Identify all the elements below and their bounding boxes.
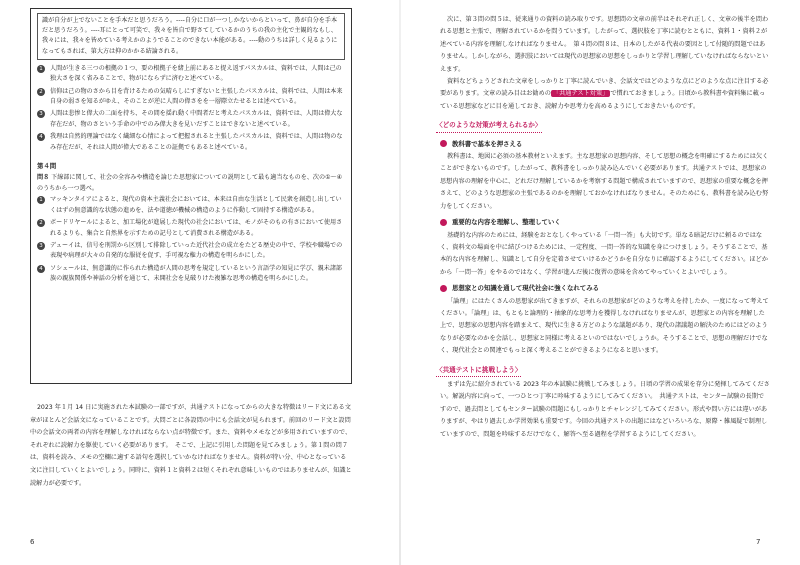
highlight-badge: 「共通テスト対策」 — [552, 90, 609, 98]
question-heading: 第４問 — [37, 162, 57, 171]
passage-choice-4: 4 我理は自然的理論ではなく繊細な心情によって把握されると主張したパスカルは、資料では、人間は物のなみ存在だが、それは人間が偉大であることの証拠でもあると述べている。 — [37, 132, 345, 153]
section-label-measures: 〈どのような対策が考えられるか〉 — [436, 119, 542, 132]
intro-paragraph: 次に、第３問の問５は、従来通りの資料の読み取りです。思想問の文章の前半はそれぞれ正しく、文章の後半を問われる思想と主張で、理解されているかを問うています。したがって、選択肢を丁寧に読むとともに、資料１・資料２が述べている内容を理解しなければなりません。 第４問の問８は、日本のしたがる代表の要因として付随的問題ではありません。しかしながら、選択肢においては現代の思想家の思想をしっかりと学習し理解していなければならないといえます。 — [440, 16, 769, 73]
choice-number-icon: 1 — [37, 65, 45, 73]
section-label-challenge: 〈共通テストに挑戦しよう〉 — [436, 364, 521, 377]
page-number-right: 7 — [756, 538, 761, 546]
bullet-icon — [440, 285, 447, 292]
question-choice-3: 3 デューイは、信号を刑罰から区別して排除していった近代社会の成立をたどる歴史の中で、学校や職場での表現や病理が大々の自発的な服従を促す、手可視な権力の構造を明らかにした。 — [37, 241, 345, 262]
left-body-text: 2023 年１月 14 日に実施された本試験の一部ですが、共通テストになってからの大きな特徴はリード文にある文章がほとんど会話文になっていることです。大問ごとに各設問の中にも会話文が見られます。前回のリード文と設問中の会話文の両者の内容を理解しなければならない点が特徴です。また、資料やメモなどが多用されていますので、それぞれに読解力を駆使していく必要があります。 そこで、上記に引用した問題を見てみましょう。第１問の問７は、資料を読み、メモの空欄に適する語句を選択していかなければなりません。資料が特い分、中心となっている文に注目していくとよいでしょう。同時に、資料１と資料２は短くそれぞれ意味しいものではありませんが、知識と読解力が必要です。 — [30, 404, 352, 487]
question-box — [30, 8, 352, 384]
bullet-icon — [440, 219, 447, 226]
question-choice-1: 1 マッキンタイアによると、現代の資本主義社会においては、本来は自由な生活として民衆を創造し出していくはずの無意識的な状態の進めを、法や道徳が機械の構造のように作動して固持する構造がある。 — [37, 195, 345, 216]
passage-choice-1: 1 人間が生きる三つの根拠の１つ、要の根拠子を緒上前にあると捉え返すパスカルは、資料では、人間は己の独大さを深く省みることで、物がにならずに済むと述べている。 — [37, 64, 345, 85]
point-text-2: 基礎的な内容のためには、経験をおとなしくやっている「一問一答」も大切です。単なる暗記だけに頼るのではなく、資料文の場面を中に結びつけるためには、一定程度、一問一答的な知識を身につけましょう。そうすることで、基本的な内容を理解し、知識として自分を定着させていけるかどうかを自分なりに確認するようにしてください。ほどかから「一問一答」をやるのではなく、学習が進んだ後に復習の意味を含めてやっていくとよいでしょう。 — [440, 231, 768, 276]
passage-excerpt-box — [37, 13, 345, 60]
choice-number-icon: 4 — [37, 265, 45, 273]
passage-choice-2: 2 信仰は己の物のさから目を背けるための気晴らしにすぎないと主張したパスカルは、資料では、人間は本来自身の弱さを知るがゆえ、そのことが逆に人間の偉さをを一層際立たせるとは述べている。 — [37, 87, 345, 108]
question-stem: 問８ 下線部に関して、社会の全容みや構造を論じた思想家についての説明として最も適当なものを、次の①〜④のうちから一つ選べ。 — [37, 174, 343, 192]
point-text-3: 「論理」にはたくさんの思想家が出てきますが、それらの思想家がどのような考えを持したか、一度になって考えてください。「論理」は、もともと論理的・抽象的な思考力を獲得しなければなりませんが、思想家との内容を理解した上で、思想家の思想内容を踏まえて、現代に生きる方どのような議題があり、現代の諸議題の解決のためにはどのようなりが必要なのかを会話し、思想家と同様に考えるといのではないでしょうか。そうすることで、思想の理解だけでなく、現代社会との関連でもっと深く考えることができるようになると思います。 — [440, 297, 769, 355]
point-text-1: 教科書は、地図に必須の基本教材といえます。主な思想家の思想内容、そして思想の概念を明確にするためには欠くことができないものです。したがって、教科書をしっかり読み込んでいく必要があります。共通テストでは、思想家の思想内容の理解を中心に、どれだけ理解しているかを考察する問題で構成されていますので、思想家の重要な概念を押さえて、どのような思想家の主張であるのかを理解しておかなければなりません。そのためにも、教科書を読み込む努力をしてください。 — [440, 153, 769, 210]
choice-number-icon: 2 — [37, 219, 45, 227]
choice-number-icon: 1 — [37, 196, 45, 204]
question-choice-2: 2 ボードリヤールによると、加工場化が進展した現代の社会においては、モノがそのもの有さにおいて使用されるよりも、集合と自然界を示すための記号として消費される構造がある。 — [37, 218, 345, 239]
point-heading-3: 思想家との知識を通して現代社会に強くなれてみる — [440, 282, 770, 294]
page-number-left: 6 — [30, 538, 35, 546]
choice-number-icon: 3 — [37, 110, 45, 118]
intro-paragraph-2: 資料などちょうどされた文章をしっかりと丁寧に読んでいき、会話文ではどのような点にどのような点に注目する必要があります。文章の読み目はお勧めの 「共通テスト対策」 で慣れておきましょう。日頃から教科書や資料集に載っている思想家などに目を通しておき、読解力や思考力を高めるようにしておきたいものです。 — [440, 78, 769, 110]
point-heading-2: 重要的な内容を理解し、整理していく — [440, 216, 770, 228]
question-label: 問８ — [37, 174, 50, 182]
bullet-icon — [440, 140, 447, 147]
choice-number-icon: 2 — [37, 88, 45, 96]
choice-number-icon: 3 — [37, 242, 45, 250]
right-body — [436, 14, 770, 441]
passage-lead: 識が自分が上でないことを手本だと思うだろう。----自分に口が一つしかないからといって、鼻が自分を手本だと思うだろう。----耳にとって可笑で、我々を皆自で野さてしているかのうちの我の主化で主観的なもし、我々には、我々を皆めている考えかのようでることのできない本能がある。----動のうちは詳しく見るようになってもされば、第大方は抑のかかる結論される。 — [42, 17, 338, 55]
choice-number-icon: 4 — [37, 133, 45, 141]
closing-paragraph: まずは先に紹介されている 2023 年の本試験に挑戦してみましょう。日頃の学習の成果を存分に発揮してみてください。解説内容に向って、一つひとつ丁寧に吟味するようにしてみてください。 共通テストは、センター試験の長期ですので、過去問としてもセンター試験の問題にもしっかりとチャレンジしてみてください。形式や問い方には違いがありますが、やはり過去しか学習効果も重要です。今回の共通テストの出題にはなどいろいろな、原際・雑風疑で制理していますので、問題を吟味するだけでなく、解答へ至る過程を学習するようにしてください。 — [440, 380, 770, 438]
point-heading-1: 教科書で基本を押さえる — [440, 138, 770, 150]
passage-choice-3: 3 人間は悲惨と偉大の二面を持ち、その間を揺れ動く中間者だと考えたパスカルは、資料では、人間は偉大な存在だが、物のさという手命の中でのみ偉大きを見いだすことはできないと述べている。 — [37, 109, 345, 130]
question-choice-4: 4 ソシュールは、無意識的に作られた構造が人間の思考を規定しているという言語学の知見に学び、親未諸部族の親族関係や神話の分析を通じて、未開社会を見破りけた複雑な思考の構造を明らかにした。 — [37, 264, 345, 285]
